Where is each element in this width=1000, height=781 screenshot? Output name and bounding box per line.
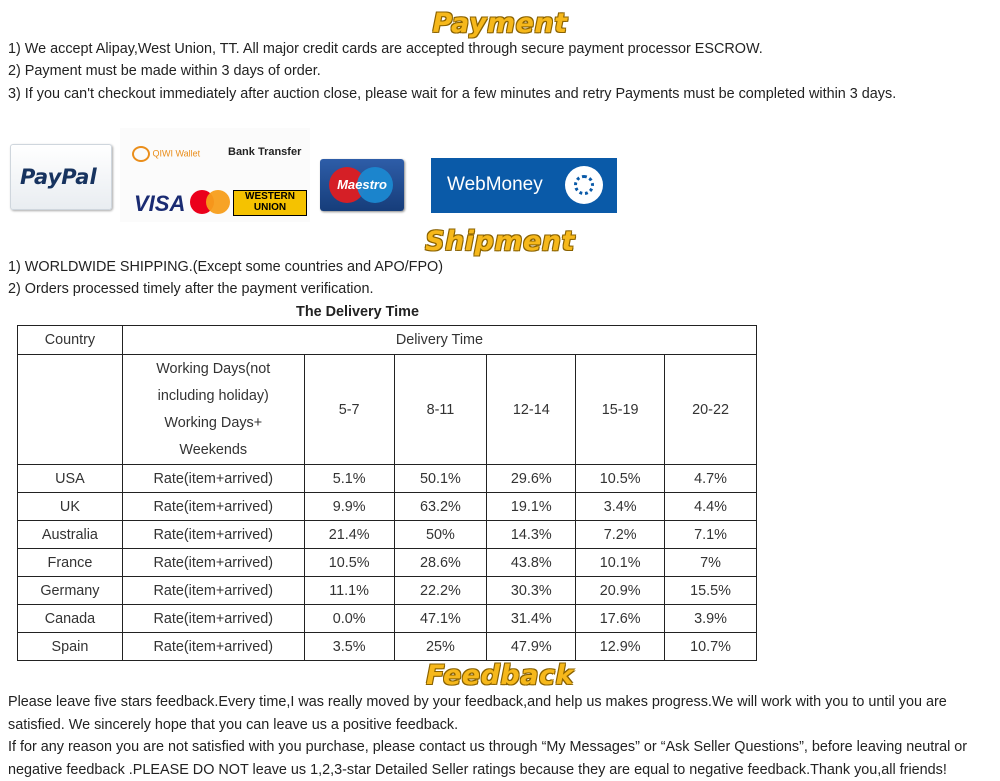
table-row [18,577,757,605]
range-header: 8-11 [394,355,487,465]
maestro-logo: Maestro [320,159,404,211]
rate-cell: 17.6% [576,605,665,633]
rate-label-cell: Rate(item+arrived) [122,549,304,577]
rate-cell: 0.0% [304,605,394,633]
payment-logos [8,128,638,228]
table-subheader-row [18,355,757,465]
rate-cell: 31.4% [487,605,576,633]
table-row [18,493,757,521]
range-header: 5-7 [304,355,394,465]
mastercard-logo [190,190,232,214]
rate-cell: 63.2% [394,493,487,521]
rate-cell: 47.9% [487,633,576,661]
rate-cell: 21.4% [304,521,394,549]
rate-cell: 4.4% [665,493,757,521]
working-days-header: Working Days(not including holiday) Working Days+ Weekends [122,355,304,465]
country-cell: Australia [18,521,123,549]
qiwi-wallet-logo: QIWI Wallet [132,146,200,162]
rate-cell: 9.9% [304,493,394,521]
table-row [18,633,757,661]
table-row [18,605,757,633]
qiwi-icon [132,146,150,162]
rate-cell: 7.2% [576,521,665,549]
rate-cell: 10.5% [304,549,394,577]
rate-cell: 25% [394,633,487,661]
rate-cell: 5.1% [304,465,394,493]
shipment-line-1: 1) WORLDWIDE SHIPPING.(Except some countries and APO/FPO) [8,259,444,275]
table-row [18,465,757,493]
country-cell: UK [18,493,123,521]
feedback-paragraph-1: Please leave five stars feedback.Every time,I was really moved by your feedback,and help us makes progress.We will work with you to until you are satisfied. We sincerely hope that you can leave us a positive feedback. [8,694,947,733]
rate-cell: 7.1% [665,521,757,549]
country-cell: Germany [18,577,123,605]
delivery-time-table [17,325,757,661]
payment-line-3: 3) If you can't checkout immediately after auction close, please wait for a few minutes and retry Payments must be completed within 3 days. [8,86,897,102]
delivery-table-title: The Delivery Time [296,304,419,320]
feedback-paragraph-2: If for any reason you are not satisfied with you purchase, please contact us through “My Messages” or “Ask Seller Questions”, before leaving neutral or negative feedback .PLEASE DO NOT leave us 1,2,3-star Detailed Seller ratings because they are equal to negative feedback.Thank you,all friends! [8,739,968,778]
country-column-header: Country [18,326,123,355]
feedback-heading: Feedback [426,660,574,691]
rate-label-cell: Rate(item+arrived) [122,465,304,493]
rate-cell: 19.1% [487,493,576,521]
range-header: 20-22 [665,355,757,465]
rate-cell: 43.8% [487,549,576,577]
rate-label-cell: Rate(item+arrived) [122,577,304,605]
western-union-logo: WESTERN UNION [233,190,307,216]
rate-label-cell: Rate(item+arrived) [122,605,304,633]
rate-cell: 50.1% [394,465,487,493]
rate-cell: 11.1% [304,577,394,605]
rate-cell: 22.2% [394,577,487,605]
country-cell: Canada [18,605,123,633]
range-header: 12-14 [487,355,576,465]
shipment-heading: Shipment [425,226,575,257]
rate-cell: 28.6% [394,549,487,577]
payment-methods-group [120,128,310,222]
rate-cell: 10.1% [576,549,665,577]
rate-cell: 10.5% [576,465,665,493]
rate-cell: 3.9% [665,605,757,633]
rate-label-cell: Rate(item+arrived) [122,633,304,661]
webmoney-globe-icon [565,166,603,204]
country-cell: France [18,549,123,577]
rate-cell: 30.3% [487,577,576,605]
table-header-row [18,326,757,355]
paypal-logo-text: PayPal [20,165,97,189]
rate-cell: 47.1% [394,605,487,633]
rate-cell: 14.3% [487,521,576,549]
table-row [18,549,757,577]
rate-cell: 3.5% [304,633,394,661]
delivery-time-header: Delivery Time [122,326,756,355]
rate-cell: 4.7% [665,465,757,493]
payment-line-1: 1) We accept Alipay,West Union, TT. All major credit cards are accepted through secure payment processor ESCROW. [8,41,763,57]
bank-transfer-logo: Bank Transfer [228,146,302,158]
table-row [18,521,757,549]
payment-line-2: 2) Payment must be made within 3 days of order. [8,63,321,79]
country-cell: USA [18,465,123,493]
paypal-logo [10,144,112,210]
range-header: 15-19 [576,355,665,465]
webmoney-logo: WebMoney [431,158,617,213]
rate-label-cell: Rate(item+arrived) [122,521,304,549]
payment-heading: Payment [432,8,568,39]
shipment-line-2: 2) Orders processed timely after the payment verification. [8,281,374,297]
rate-cell: 10.7% [665,633,757,661]
country-cell: Spain [18,633,123,661]
rate-cell: 3.4% [576,493,665,521]
visa-logo: VISA [134,191,186,216]
rate-cell: 12.9% [576,633,665,661]
rate-label-cell: Rate(item+arrived) [122,493,304,521]
rate-cell: 7% [665,549,757,577]
rate-cell: 50% [394,521,487,549]
rate-cell: 15.5% [665,577,757,605]
empty-cell [18,355,123,465]
rate-cell: 29.6% [487,465,576,493]
rate-cell: 20.9% [576,577,665,605]
